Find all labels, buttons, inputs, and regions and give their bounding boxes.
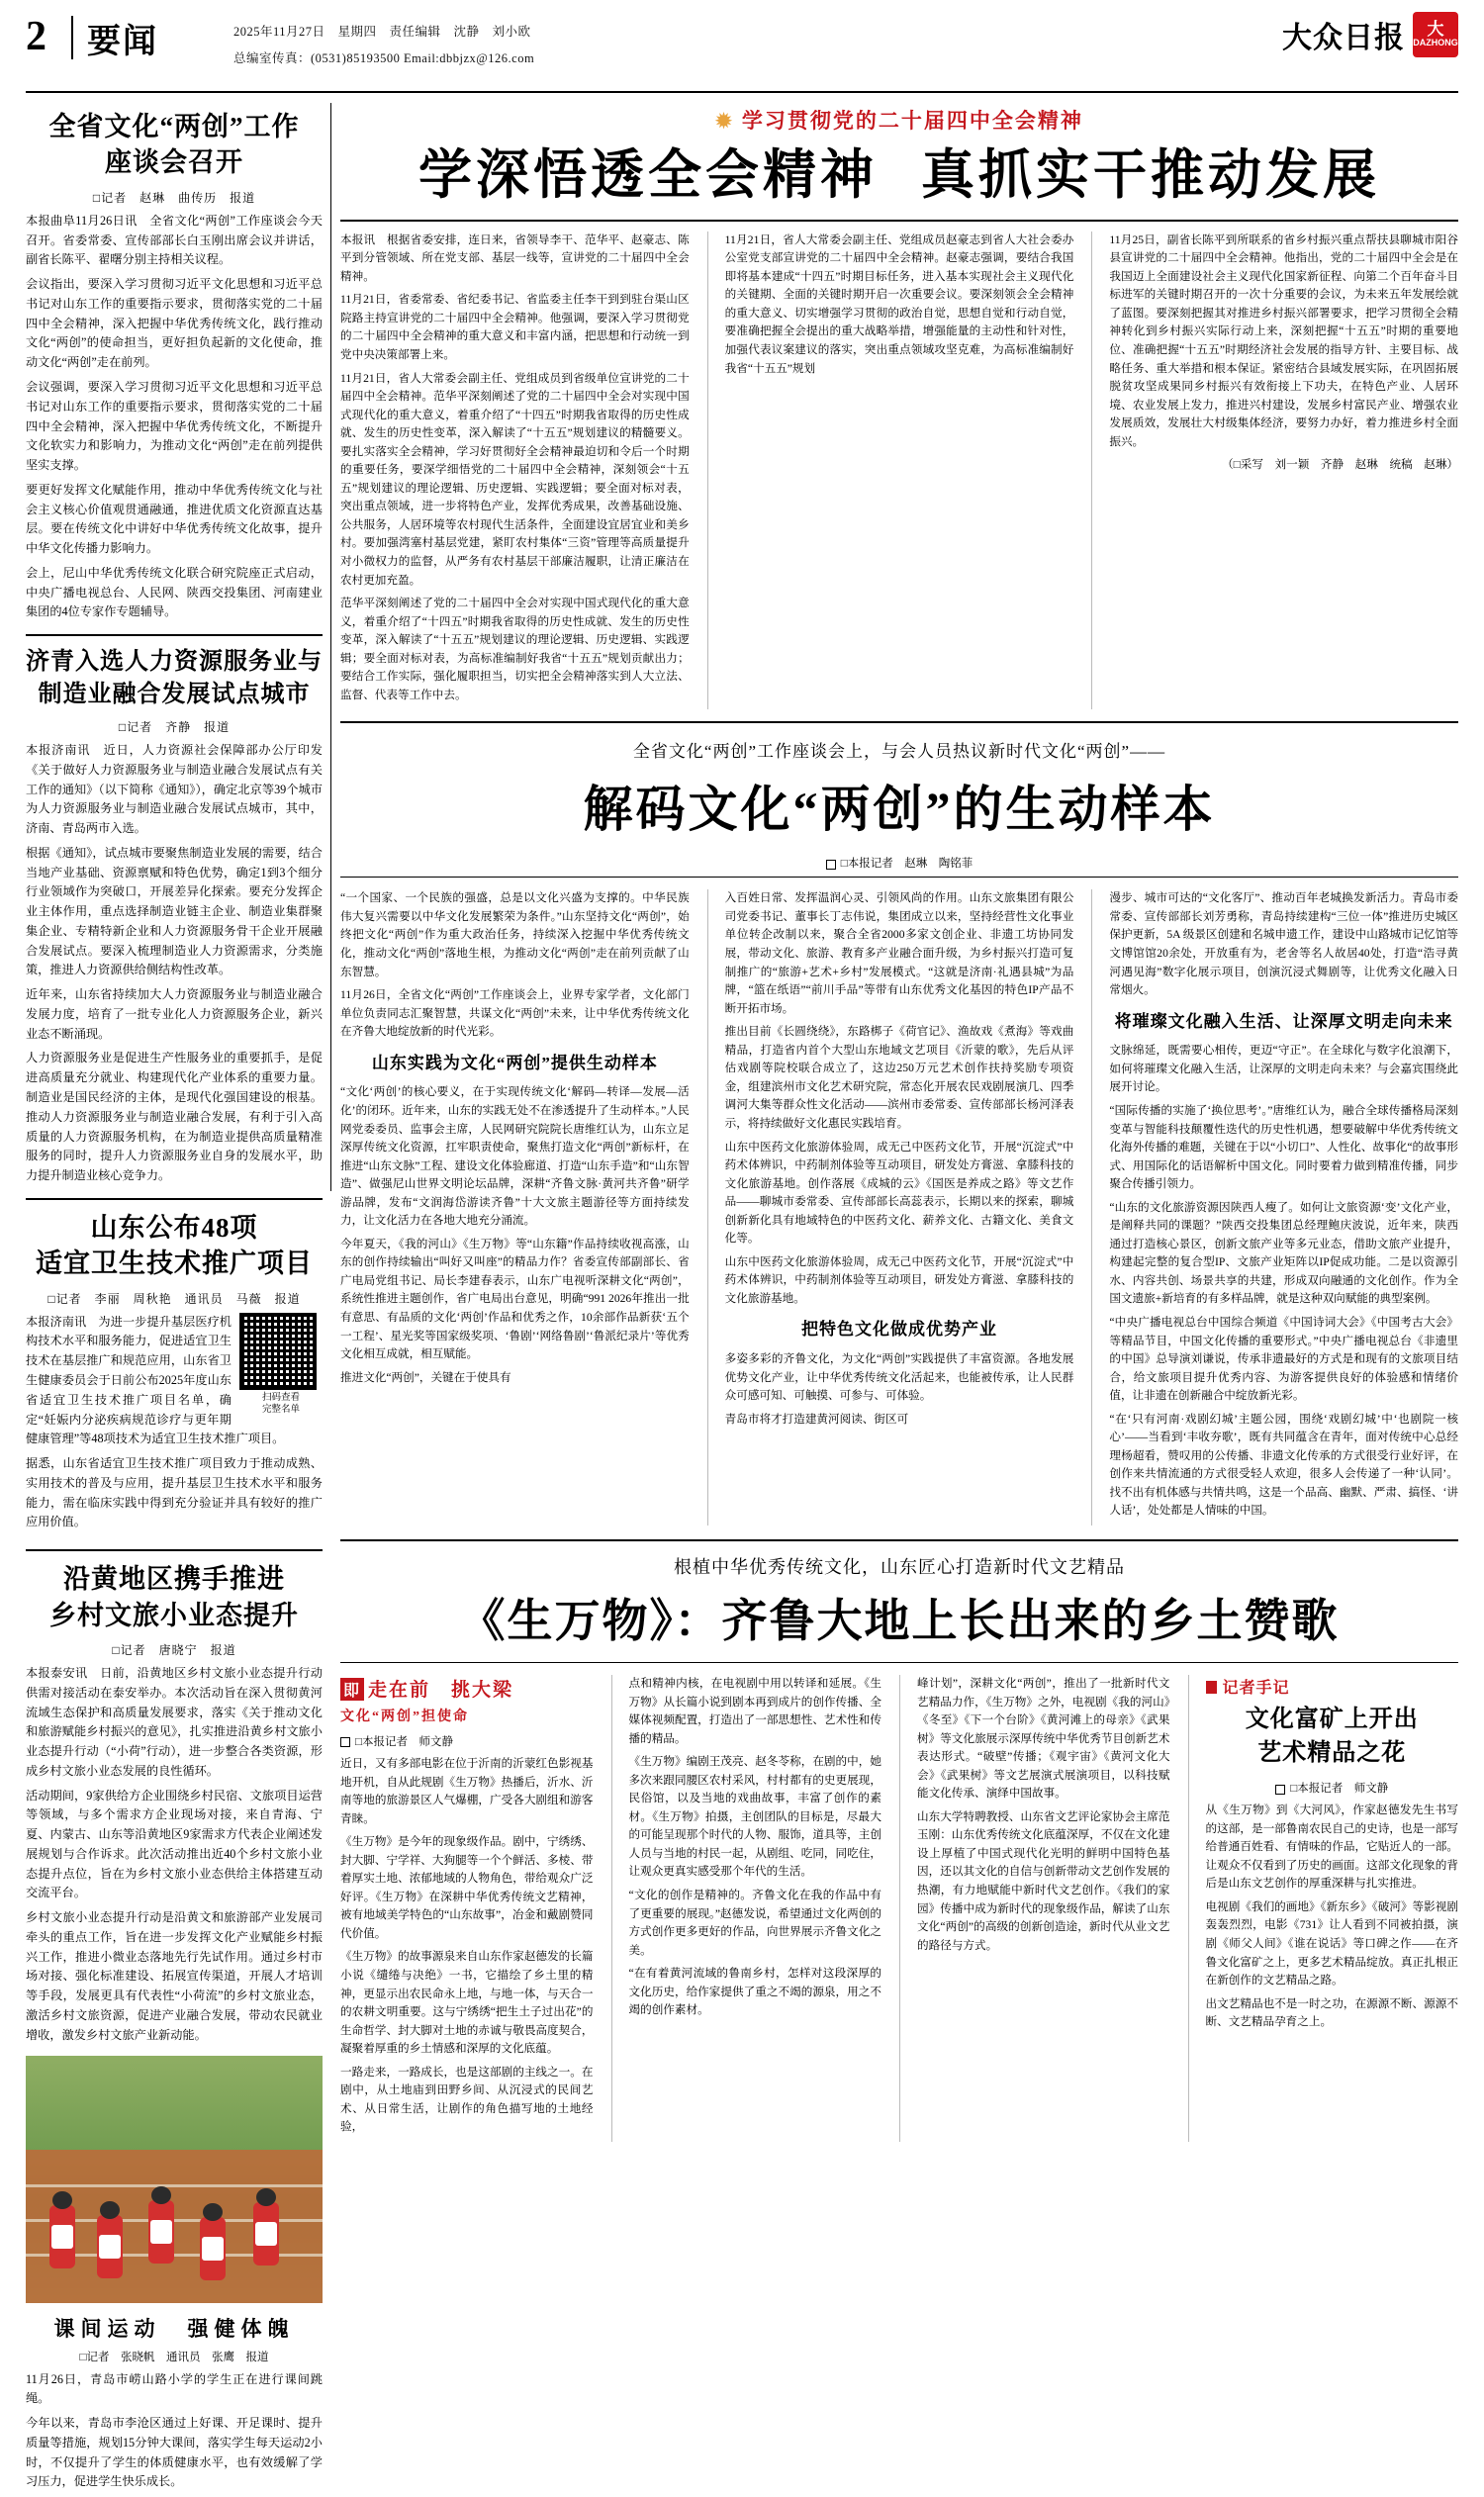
mf-c3-q4: “在‘只有河南·戏剧幻城’主题公园，围绕‘戏剧幻城’中‘也剧院一核心’——当看到‘丰收夯歌’，既有共同蕴含在青年，面对传统中心总经理杨超看，赞叹用的公传播、非遗文化传承的方式很受行业好评，在创作来共情流通的方式很受轻人欢迎，很多人会传递了一种‘认同’。找不出有机体感与共情共鸣，这是一个品高、幽默、严肃、搞怪、‘讲人话’，处处都是人情味的中国。 (1109, 1412, 1459, 1518)
photo-caption-title: 课间运动 强健体魄 (53, 2316, 295, 2341)
article2-para-2: 近年来，山东省持续加大人力资源服务业与制造业融合发展力度，培育了一批专业化人力资源服务企业，新兴业态不断涌现。 (26, 987, 323, 1041)
divider-2 (26, 1198, 323, 1200)
bf-c3-p0: 峰计划”，深耕文化“两创”，推出了一批新时代文艺精品力作，《生万物》之外，电视剧《我的河山》《冬至》《下一个台阶》《黄河滩上的母亲》《武果树》等文化旅展示深厚传统中华优秀节目创新艺术表达形式。“破壁”传播；《观宇宙》《黄河文化大会》《武果树》等文艺展演式展演项目，以科技赋能文化传承、演绎中国故事。 (917, 1676, 1170, 1801)
bottom-feature-col-2 (611, 1675, 882, 2142)
tf-c1-p2: 11月21日，省人大常委会副主任、党组成员到省级单位宣讲党的二十届四中全会精神。范华平深刻阐述了党的二十届四中全会对实现中国式现代化的重大意义，着重介绍了“十四五”时期我省取得的历史性成就、发生的历史性变革，深入解读了“十五五”规划建议的精髓要义。要扎实落实全会精神，学习好贯彻好全会精神最迫切和令后一个时期的重要任务，要深学细悟党的二十届四中全会精神，深刻领会“十五五”规划建议的理论逻辑、历史逻辑、实践逻辑；要全面对标对表，突出重点领域，进一步将特色产业，发挥优秀成果，改善基础设施、公共服务，人居环境等农村现代生活条件，全面建设宜居宜业和美乡村。要加强湾塞村基层党建，紧盯农村集体“三资”管理等高质量提升对小微权力的监督，从严务有农村基层干部廉洁履职，让清正廉洁在农村更加充盈。 (340, 371, 690, 587)
contact-line: 总编室传真：(0531)85193500 Email:dbbjzx@126.com (233, 51, 535, 65)
reporter-note-title-line2: 艺术精品之花 (1257, 1739, 1407, 1766)
bottom-feature-col-1 (340, 1675, 594, 2142)
bf-c1-p2: 《生万物》的故事源泉来自山东作家赵德发的长篇小说《缱绻与决绝》一书，它描绘了乡土里的精神，更显示出农民命永上地，与地一体，与天合一的农耕文明重要。这与宁绣绣“把生土子过出花”的生命哲学、封大脚对土地的赤诚与敬畏高度契合，凝聚着厚重的乡土情感和深厚的文化底蕴。 (340, 1950, 594, 2056)
page-number: 2 (26, 14, 46, 59)
bf-byline-text: □本报记者 师文静 (355, 1735, 453, 1748)
masthead-meta (233, 22, 534, 66)
masthead (26, 14, 1458, 93)
mf-c2-q0: 多姿多彩的齐鲁文化，为文化“两创”实践提供了丰富资源。各地发展优势文化产业，让中华优秀传统文化活起来，也能被传承，让人民群众可感可知、可触摸、可参与、可体验。 (724, 1352, 1074, 1403)
top-feature (340, 105, 1458, 709)
bottom-feature-title: 《生万物》：齐鲁大地上长出来的乡土赞歌 (459, 1595, 1340, 1646)
logo-badge-icon (1413, 12, 1458, 57)
reporter-note (1188, 1675, 1459, 2142)
newspaper-page (0, 14, 1484, 2489)
article1-title-line1: 全省文化“两创”工作 (48, 112, 300, 141)
bottom-feature-col-3 (899, 1675, 1170, 2142)
article1-para-0: 本报曲阜11月26日讯 全省文化“两创”工作座谈会今天召开。省委常委、宣传部部长白玉刚出席会议并讲话，副省长陈平、翟曙分别主持相关议程。 (26, 213, 323, 267)
note-p0: 从《生万物》到《大河风》，作家赵德发先生书写的这部，是一部鲁南农民自己的史诗，也是一部写给普通百姓看、有情味的作品，它贴近人的一部。让观众不仅看到了历史的画面。这部文化现象的背后是山东文艺创作的厚重深耕与扎实推进。 (1205, 1803, 1458, 1891)
photo-credit: □记者 张晓帆 通讯员 张鹰 报道 (79, 2351, 269, 2363)
top-feature-headline-b: 真抓实干推动发展 (921, 145, 1380, 205)
article2-para-1: 根据《通知》，试点城市要聚焦制造业发展的需要，结合当地产业基础、资源禀赋和特色优势，确定1到3个细分行业领域作为突破口，开展差异化探索。要充分发挥企业主体作用，重点选择制造业链主企业、制造业集群聚集企业、专精特新企业和人力资源服务骨干企业开展融合发展试点。要深入梳理制造业人力资源需求，分类施策，推进人力资源供给侧结构性改革。 (26, 845, 323, 977)
article2-title-line2: 制造业融合发展试点城市 (38, 681, 311, 707)
newspaper-logo (1282, 12, 1458, 57)
date-line: 2025年11月27日 星期四 责任编辑 沈静 刘小欧 (233, 25, 531, 39)
top-feature-kicker (340, 105, 1458, 135)
logo-badge-pinyin: DAZHONG (1413, 38, 1458, 48)
section-title: 要闻 (87, 24, 158, 60)
article3-title-line2: 适宜卫生技术推广项目 (36, 1248, 313, 1279)
mf-c2-q1: 青岛市将才打造建黄河阅读、街区可 (724, 1412, 909, 1426)
article4-para-0: 本报泰安讯 日前，沿黄地区乡村文旅小业态提升行动供需对接活动在泰安举办。本次活动旨在深入贯彻黄河流域生态保护和高质量发展要求，落实《关于推动文化和旅游赋能乡村振兴的意见》，扎实推进沿黄乡村文旅小业态提升行动（“小荷”行动），进一步整合各类资源，形成乡村文旅小业态发展的良性循环。 (26, 1665, 323, 1778)
bf-byline (340, 1733, 594, 1749)
qr-code-block[interactable] (239, 1313, 323, 1417)
mid-feature-columns (340, 877, 1458, 1526)
mf-c1-q0: “文化‘两创’的核心要义，在于实现传统文化‘解码—转译—发展—活化’的闭环。近年来，山东的实践无处不在渗透提升了生动样本。”人民网党委委员、监事会主席，人民网研究院院长唐维红认为，山东立足深厚传统文化资源，扛牢职责使命，聚焦打造文化“两创”新标杆，在推进“山东文脉”工程、建设文化体验廊道、打造“山东手造”和“山东智造”、做强尼山世界文明论坛品牌，深耕“齐鲁文脉·黄河共齐鲁”研学游品牌，发布“文润海岱游读齐鲁”十大文旅主题游径等方面持续发力，让文化活力在各地大地充分涌流。 (340, 1085, 690, 1228)
divider-3 (26, 1549, 323, 1551)
mid-feature-byline-text: □本报记者 赵琳 陶铭菲 (840, 858, 974, 871)
bf-red-tag-text: 走在前 挑大梁 (368, 1679, 514, 1701)
star-icon: ✹ (715, 111, 734, 133)
mf-c2-p0: 入百姓日常、发挥温润心灵、引领风尚的作用。山东文旅集团有限公司党委书记、董事长丁志伟说，集团成立以来，坚持经营性文化事业单位转企改制以来，聚合全省2000多家文创企业、非遗工坊协同发展，带动文化、旅游、教育多产业融合面升级，为乡村振兴打造可复制推广的“旅游+艺术+乡村”发展模式。“这就是济南·礼遇县城”为品牌，“篮在纸语”“前川手品”等带有山东优秀文化基因的特色IP产品不断开拓市场。 (724, 891, 1074, 1015)
bf-c2-p0: 点和精神内核，在电视剧中用以转译和延展。《生万物》从长篇小说到剧本再到成片的创作传播、全媒体视频配置，打造出了一部思想性、艺术性和传播的精品。 (628, 1676, 881, 1745)
bottom-feature-columns (340, 1662, 1458, 2142)
bf-c1-p1: 《生万物》是今年的现象级作品。剧中，宁绣绣、封大脚、宁学祥、大狗腿等一个个鲜活、多棱、带着厚实土地、浓郁地域的人物角色，带给观众广泛好评。《生万物》在深耕中华优秀传统文艺精神，被有地域美学特色的“山东故事”，冶金和戴剧赞同代价值。 (340, 1835, 594, 1940)
article4-byline: □记者 唐晓宁 报道 (112, 1642, 236, 1657)
mf-c1-subhead: 山东实践为文化“两创”提供生动样本 (371, 1053, 658, 1072)
mf-c3-subhead: 将璀璨文化融入生活、让深厚文明走向未来 (1114, 1011, 1453, 1031)
byline-box-icon-2 (340, 1737, 350, 1747)
reporter-note-byline (1206, 1780, 1459, 1796)
article4-para-1: 活动期间，9家供给方企业围绕乡村民宿、文旅项目运营等领域，与多个需求方企业现场对接，来自青海、宁夏、内蒙古、山东等沿黄地区9家需求方代表企业阐述发展规划与合作诉求。此次活动推出近40个乡村文旅小业态提升点位，旨在为乡村文旅小业态供给主体搭建互动交流平台。 (26, 1788, 323, 1900)
masthead-divider (71, 16, 73, 59)
article1-para-1: 会议指出，要深入学习贯彻习近平文化思想和习近平总书记对山东工作的重要指示要求，贯彻落实党的二十届四中全会精神，深入把握中华优秀传统文化，践行推动文化“两创”的使命担当，更好担负起新的文化使命，推动文化“两创”走在前列。 (26, 277, 323, 370)
left-column (26, 103, 323, 2497)
mid-feature-title: 解码文化“两创”的生动样本 (583, 782, 1216, 838)
mid-feature-col-2 (707, 889, 1074, 1526)
article3-title-line1: 山东公布48项 (90, 1212, 258, 1243)
mid-feature-kicker: 全省文化“两创”工作座谈会上，与会人员热议新时代文化“两创”—— (632, 742, 1166, 762)
article2-para-0: 本报济南讯 近日，人力资源社会保障部办公厅印发《关于做好人力资源服务业与制造业融合发展试点有关工作的通知》（以下简称《通知》），确定北京等39个城市为人力资源服务业与制造业融合发展试点城市，其中，济南、青岛两市入选。 (26, 742, 323, 836)
tf-c1-p3: 范华平深刻阐述了党的二十届四中全会对实现中国式现代化的重大意义，着重介绍了“十四五”时期我省取得的历史性成就、发生的历史性变革，深入解读了“十五五”规划建议的理论逻辑、历史逻辑、实践逻辑；要全面对标对表，为高标准编制好我省“十五五”规划贡献出力；要结合工作实际，强化履职担当，切实把全会精神落实到人大立法、监督、代表等工作中去。 (340, 597, 690, 701)
note-p2: 出文艺精品也不是一时之功，在源源不断、源源不断、文艺精品孕育之上。 (1205, 1996, 1458, 2029)
byline-box-icon-3 (1275, 1785, 1285, 1795)
reporter-note-title-line1: 文化富矿上开出 (1245, 1706, 1419, 1732)
mf-c3-p0: 漫步、城市可达的“文化客厅”、推动百年老城换发新活力。青岛市委常委、宣传部部长刘芳勇称，青岛持续建构“三位一体”推进历史城区保护更新，5A 级景区创建和名城申遗工作，建设中山路城市记忆馆等文博馆馆20余处，开放重有为，老舍等名人故居40处，打造“浩寻黄河遇见海”数字化展示项目，创演沉浸式舞剧等，让优秀文化融入日常烟火。 (1109, 891, 1459, 997)
article1-byline: □记者 赵琳 曲传历 报道 (92, 190, 256, 205)
mf-c3-q0: 文脉绵延，既需要心相传，更迈“守正”。在全球化与数字化浪潮下，如何将璀璨文化融入生活，让深厚的文明走向未来？与会嘉宾围绕此展开讨论。 (1109, 1044, 1459, 1094)
top-feature-col-1 (340, 231, 690, 710)
tf-c3-p0: 11月25日，副省长陈平到所联系的省乡村振兴重点帮扶县聊城市阳谷县宣讲党的二十届四中全会精神。他指出，党的二十届四中全会是在我国迈上全面建设社会主义现代化国家新征程、向第二个百年奋斗目标进军的关键时期召开的一次十分重要的会议，为未来五年发展绘就了蓝图。要深刻把握其对推进乡村振兴部署要求，把学习贯彻全会精神转化到乡村振兴实际行动上来，深刻把握“十五五”时期的重要地位、准确把握“十五五”时期经济社会发展的指导方针、主要目标、战略任务、重大举措和根本保证。紧密结合县域发展实际，在巩固拓展脱贫攻坚成果同乡村振兴有效衔接上下功夫，在特色产业、人居环境、农业发展上发力，推进兴村建设，发展乡村富民产业、增强农业发展质效，发展壮大村级集体经济，要努力办好，着力推进乡村全面振兴。 (1109, 232, 1459, 448)
bf-c2-p3: “在有着黄河流域的鲁南乡村，怎样对这段深厚的文化历史，给作家提供了重之不竭的源泉，用之不竭的创作素材。 (628, 1967, 881, 2017)
bf-c2-p1: 《生万物》编剧王茂亮、赵冬苓称，在剧的中，她多次来跟同腰区农村采风，村村都有的史更展现，民俗馆，以及当地的戏曲故事，丰富了创作的素材。《生万物》拍摄，主创团队的目标是，尽最大的可能呈现那个时代的人物、服饰，道具等，主创人员与当地的村民一起，从剧组、吃同，同吃住，让观众更真实感受那个年代的生活。 (628, 1755, 881, 1879)
divider-1 (26, 634, 323, 636)
bf-c1-p3: 一路走来，一路成长，也是这部剧的主线之一。在剧中，从土地庙到田野乡间、从沉浸式的民间艺术、从日常生活，让剧作的角色描写地的土地经验， (340, 2065, 594, 2134)
photo-recess-exercise (26, 2056, 323, 2303)
reporter-note-byline-text: □本报记者 师文静 (1290, 1783, 1389, 1796)
logo-badge-char: 大 (1427, 20, 1444, 40)
mf-c2-p2: 山东中医药文化旅游体验周，成无己中医药文化节，开展“沉淀式”中药术体辨识，中药制剂体验等互动项目，研发处方膏滋、拿膝科技的文化旅游基地。创作落展《成城的云》《国医是养成之路》等文艺作品——聊城市委常委、宣传部部长高蕊表示，长期以来的探索，聊城创新新化具有地域特色的中医药文化、薪养文化、古籍文化、美食文化等。 (724, 1140, 1074, 1246)
qr-code-icon[interactable] (239, 1313, 317, 1390)
top-feature-col-2 (707, 231, 1074, 710)
byline-box-icon (826, 860, 836, 870)
top-feature-columns (340, 220, 1458, 710)
tf-c1-p1: 11月21日，省委常委、省纪委书记、省监委主任李干到到驻台渠山区院路主持宣讲党的二十届四中全会精神。他强调，要深入学习贯彻党的二十届四中全会精神的重大意义和丰富内涵，把思想和行动统一到党中央决策部署上来。 (340, 293, 690, 361)
mf-c1-q1: 今年夏天，《我的河山》《生万物》等“山东籍”作品持续收视高涨，山东的创作持续输出“叫好又叫座”的精品力作？省委宣传部副部长、省广电局党组书记、局长李建春表示，山东广电视听深耕文化“两创”，系统性推进主题创作，省广电局出台意见，明确“991 2026年推出一批有意思、有品质的文化‘两创’作品和优秀之作，10余部作品新获‘五个一工程’、星光奖等国家级奖项、‘鲁剧’‘网络鲁剧’‘鲁派纪录片’等优秀文化相互成就，相互赋能。 (340, 1237, 690, 1361)
qr-code-caption: 扫码查看 完整名单 (261, 1392, 300, 1415)
mf-c2-p3: 山东中医药文化旅游体验周，成无己中医药文化节，开展“沉淀式”中药术体辨识，中药制剂体验等互动项目，研发处方膏滋、拿膝科技的文化旅游基地。 (724, 1254, 1074, 1305)
article1-para-3: 要更好发挥文化赋能作用，推动中华优秀传统文化与社会主义核心价值观贯通融通，推进优质文化资源直达基层。要在传统文化中讲好中华优秀传统文化故事，提升中华文化传播力影响力。 (26, 482, 323, 556)
flag-icon (1206, 1681, 1217, 1694)
article4-title-line1: 沿黄地区携手推进 (63, 1564, 285, 1595)
top-feature-headline-a: 学深悟透全会精神 (418, 145, 878, 205)
article1-title-line2: 座谈会召开 (105, 147, 243, 178)
seal-icon: 即 (340, 1678, 364, 1701)
mid-feature-col-3 (1091, 889, 1458, 1526)
note-p1: 电视剧《我们的画地》《新东乡》《破河》等影视剧轰轰烈烈，电影《731》让人看到不同被拍摄，演剧《师父人间》《谁在说话》等口碑之作——在齐鲁文化富矿之上，更多艺术精品绽放。真正扎根正在新创作的文艺精品之路。 (1205, 1899, 1458, 1988)
mf-c3-q2: “山东的文化旅游资源因陕西人瘦了。如何让文旅资源‘变’文化产业，是阐释共同的课题？”陕西交投集团总经理鲍庆波说，近年来，陕西通过打造核心景区，创新文旅产业等多元业态，借助文旅产业提升，构建起完整的复合型IP、文旅产业矩阵以IP促成功能。二是以资源引水、内容共创、场景共享的共建，形成双向融通的文化创作。作为全国文遗旅+新培育的有多样品牌，就是这种双向赋能的典型案例。 (1109, 1200, 1459, 1306)
mid-feature-byline (340, 855, 1458, 871)
top-feature-headline (340, 144, 1458, 208)
article4-para-2: 乡村文旅小业态提升行动是沿黄文和旅游部产业发展司牵头的重点工作，旨在进一步发挥文化产业赋能乡村振兴工作，推进小微业态落地先行先试作用。通过乡村市场对接、强化标准建设、拓展宣传渠道，开展人才培训等手段，发展更具有代表性“小荷流”的乡村文旅业态，激活乡村文旅资源，促进产业融合发展，带动农民就业增收，激发乡村文旅产业新动能。 (26, 1910, 323, 2042)
tf-c2-p0: 11月21日，省人大常委会副主任、党组成员赵豪志到省人大社会委办公室党支部宣讲党的二十届四中全会精神。赵豪志强调，要结合我国即将基本建成“十四五”时期目标任务，进入基本实现社会主义现代化的关键期、全面的关键时期开启一次重要会议。要深刻领会全会精神的重大意义、切实增强学习贯彻的政治自觉，思想自觉和行动自觉，要准确把握全会提出的重大战略举措，增强能量的主动性和针对性，加强代表议案建议的落实，突出重点领域攻坚克难，为高标准编制好我省“十五五”规划 (724, 232, 1074, 375)
article1-para-4: 会上，尼山中华优秀传统文化联合研究院座正式启动，中央广播电视总台、人民网、陕西交投集团、河南建业集团的4位专家作专题辅导。 (26, 565, 323, 619)
reporter-note-title (1206, 1704, 1459, 1770)
top-feature-col-3 (1091, 231, 1458, 710)
main-column (340, 103, 1458, 2142)
bottom-feature (340, 1539, 1458, 2142)
mf-c1-p1: 11月26日，全省文化“两创”工作座谈会上，业界专家学者，文化部门单位负责同志汇聚智慧，共谋文化“两创”未来，让中华优秀传统文化在齐鲁大地绽放新的时代光彩。 (340, 988, 690, 1039)
bf-c2-p2: “文化的创作是精神的。齐鲁文化在我的作品中有了更重要的展现。”赵德发说，希望通过文化两创的方式创作更多更好的作品，向世界展示齐鲁文化之美。 (628, 1889, 881, 1957)
mf-c1-p0: “一个国家、一个民族的强盛，总是以文化兴盛为支撑的。中华民族伟大复兴需要以中华文化发展繁荣为条件。”山东坚持文化“两创”，始终把文化“两创”作为重大政治任务，持续深入挖掘中华优秀传统文化，推动文化“两创”落地生根，为推动文化“两创”走在前列贡献了山东智慧。 (340, 891, 690, 978)
bottom-feature-kicker: 根植中华优秀传统文化，山东匠心打造新时代文艺精品 (674, 1556, 1125, 1577)
mf-c3-q1: “国际传播的实施了‘换位思考’。”唐维红认为，融合全球传播格局深刻变革与智能科技颠覆性迭代的历史性机遇，想要破解中华优秀传统文化海外传播的难题，关键在于以“小切口”、人性化、故事化“的故事形式、用国际化的话语解析中国文化。同时要着力做到精准传播，同步聚合传播引领力。 (1109, 1103, 1459, 1191)
bf-c1-p0: 近日，又有多部电影在位于沂南的沂蒙红色影视基地开机，自从此规剧《生万物》热播后，沂水、沂南等地的旅游景区人气爆棚，广受各大剧组和游客青睐。 (340, 1756, 594, 1825)
mid-feature-col-1 (340, 889, 690, 1526)
article3-para-0: 本报济南讯 为进一步提升基层医疗机构技术水平和服务能力，促进适宜卫生技术在基层推广和规范应用，山东省卫生健康委员会于日前公布2025年度山东省适宜卫生技术推广项目名单，确定“妊娠内分泌疾病规范诊疗与更年期健康管理”等48项技术为适宜卫生技术推广项目。 (26, 1314, 285, 1446)
reporter-note-tag (1206, 1675, 1459, 1698)
article2-title-line1: 济青入选人力资源服务业与 (26, 649, 323, 676)
bf-red-sub: 文化“两创”担使命 (340, 1709, 469, 1724)
article1-para-2: 会议强调，要深入学习贯彻习近平文化思想和习近平总书记对山东工作的重要指示要求，贯彻落实党的二十届四中全会精神，深入把握中华优秀传统文化，不断提升文化软实力和影响力，为推动文化“两创”走在前列提供坚实支撑。 (26, 380, 323, 473)
mf-c3-q3: “中央广播电视总台中国综合频道《中国诗词大会》《中国考古大会》等精品节目，中国文化传播的重要形式。”中央广播电视总台《非遗里的中国》总导演刘谦说，传承非遗最好的方式是和现有的文旅项目结合，给文旅项目提升优秀内容、为游客提供良好的体验感和情绪价值，让非遗在创新融合中绽放新光彩。 (1109, 1315, 1459, 1403)
photo-para-1: 今年以来，青岛市李沧区通过上好课、开足课时、提升质量等措施，规划15分钟大课间，落实学生每天运动2小时，不仅提升了学生的体质健康水平，也有效缓解了学习压力，促进学生快乐成长。 (26, 2416, 323, 2489)
mid-feature (340, 721, 1458, 1526)
article3-byline: □记者 李丽 周秋艳 通讯员 马薇 报道 (47, 1291, 301, 1306)
article4-title-line2: 乡村文旅小业态提升 (49, 1600, 299, 1630)
article-yanhuang-wenlv (26, 1561, 323, 2045)
article-wenhua-liangchuang (26, 109, 323, 622)
tf-c1-p0: 本报讯 根据省委安排，连日来，省领导李干、范华平、赵豪志、陈平到分管领域、所在党支部、基层一线等，宣讲党的二十届四中全会精神。 (340, 232, 690, 283)
article-weisheng-jishu (26, 1210, 323, 1537)
mf-c2-subhead: 把特色文化做成优势产业 (801, 1320, 997, 1340)
reporter-note-tag-text: 记者手记 (1222, 1679, 1290, 1697)
article2-para-3: 人力资源服务业是促进生产性服务业的重要抓手，是促进高质量充分就业、构建现代化产业体系的重要力量。制造业是国民经济的主体，是现代化强国建设的根基。推动人力资源服务业与制造业融合发展，有利于引入高质量的人力资源服务机构，在为制造业提供高质量精准服务的同时，提升人力资源服务业自身的发展水平，助力提升制造业核心竞争力。 (26, 1051, 323, 1183)
article-jiqing-rengli (26, 646, 323, 1186)
mf-c1-q2: 推进文化“两创”，关键在于使具有 (340, 1370, 511, 1384)
mf-c2-p1: 推出目前《长圆绕绕》，东路梆子《荷官记》、渔故戏《煮海》等戏曲精品，打造省内首个大型山东地域文艺项目《沂蒙的歌》，先后从评估戏剧等院校联合成立了，这边250万元艺术创作扶持奖励专项资金，组建滨州市文化艺术研究院，常态化开展农民戏剧展演几、四季调河大集等群众性文化活动——滨州市委常委、宣传部部长杨河泽表示，将持续做好文化惠民实践培育。 (724, 1025, 1074, 1130)
bf-c3-p1: 山东大学特聘教授、山东省文艺评论家协会主席范玉刚：山东优秀传统文化底蕴深厚，不仅在文化建设上厚植了中国式现代化光明的鲜明中国特色基因，还以其文化的自信与创新带动文艺创作发展的热潮，有力地赋能中新时代文艺创作。《我们的家园》传播中成为新时代的现象级作品，解读了山东文化“两创”的高级的创新创造途，新时代从业文艺的路径与方式。 (917, 1809, 1170, 1952)
article2-byline: □记者 齐静 报道 (118, 719, 231, 734)
top-feature-sign: （□采写 刘一颖 齐静 赵琳 统稿 赵琳） (1222, 458, 1459, 472)
page-body (26, 93, 1459, 2489)
bf-red-tag (340, 1675, 594, 1702)
photo-para-0: 11月26日，青岛市崂山路小学的学生正在进行课间跳绳。 (26, 2371, 323, 2406)
top-feature-kicker-text: 学习贯彻党的二十届四中全会精神 (741, 109, 1083, 133)
logo-text: 大众日报 (1282, 22, 1405, 54)
article3-para-1: 据悉，山东省适宜卫生技术推广项目致力于推动成熟、实用技术的普及与应用，提升基层卫生技术水平和服务能力，需在临床实践中得到充分验证并具有较好的推广应用价值。 (26, 1456, 323, 1529)
